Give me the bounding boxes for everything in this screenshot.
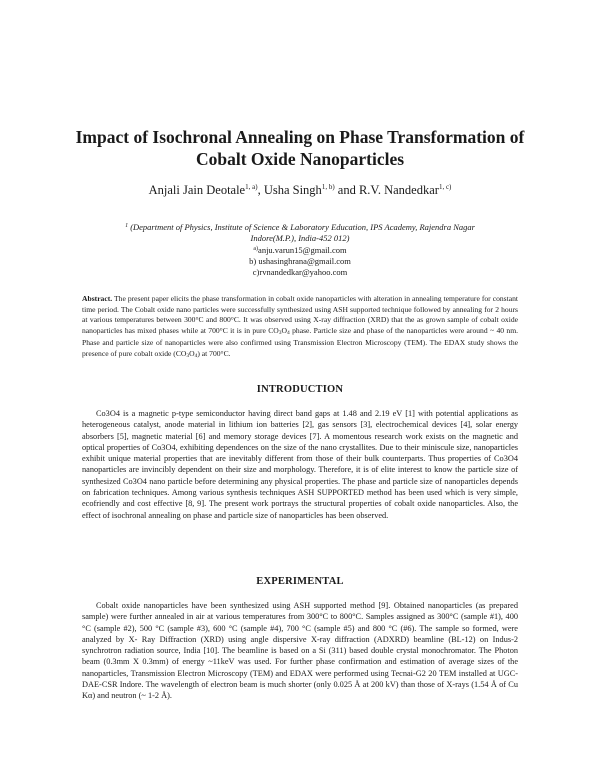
email-b: b) ushasinghrana@gmail.com — [249, 256, 351, 266]
author-list — [40, 183, 560, 198]
introduction-body — [82, 408, 518, 521]
author-3-affil: 1, c) — [438, 183, 452, 191]
abstract — [82, 294, 518, 362]
email-a-address: anju.varun15@gmail.com — [258, 245, 347, 255]
abstract-sub-4: 4 — [194, 352, 198, 359]
abstract-label: Abstract. — [82, 294, 113, 303]
email-c: c)rvnandedkar@yahoo.com — [252, 267, 348, 277]
abstract-text-1: The present paper elicits the phase transformation in cobalt oxide nanoparticles with alteration in annealing temperature for constant time period. The Cobalt oxide nano particles were successfully synthesized using ASH supported technique followed by annealing for 2 hours at various temperatures between 300°C and 800°C. It was observed using X-ray diffraction (XRD) that the as grown sample of cobalt oxide nanoparticles has mixed phases while at 700°C it is in pure CO — [82, 294, 518, 335]
email-a — [100, 244, 500, 256]
author-3: R.V. Nandedkar — [358, 183, 439, 197]
paper-title — [40, 126, 560, 170]
affiliation-marker: 1 — [125, 223, 129, 229]
affiliation-line-2: Indore(M.P.), India-452 012) — [250, 233, 350, 243]
author-1: Anjali Jain Deotale — [148, 183, 246, 197]
introduction-paragraph: Co3O4 is a magnetic p-type semiconductor having direct band gaps at 1.48 and 2.19 eV [1] with potential applications as heterogeneous catalyst, anode material in lithium ion batteries [2], gas sensors [3], electrochemical devices [4], solar energy absorbers [5], magnetic material [6] and memory storage devices [7]. A momentous research work exists on the magnetic and optical properties of Co3O4, exhibiting dependences on the size of the nano crystallites. Due to their miniscule size, nanoparticles exhibit unique material properties that are inevitably different from those of their bulk counterparts. Thus properties of Co3O4 nanoparticles are invincibly dependent on their size and morphology. Therefore, it is of elite interest to know the particle size of synthesized Co3O4 nano particle before determining any physical properties. The phase and particle size of nanoparticles depends on fabrication techniques. Among various synthesis techniques ASH SUPPORTED method has been used which is very simple, ecofriendly and cost effective [8, 9]. The present work portrays the structural properties of cobalt oxide nanoparticles. Also, the effect of isochronal annealing on phase and particle size of nanoparticles has been observed. — [82, 409, 518, 520]
email-a-marker: a) — [253, 246, 259, 252]
affiliation-text-1: (Department of Physics, Institute of Science & Laboratory Education, IPS Academy, Rajendra Nagar — [128, 222, 475, 232]
experimental-heading: EXPERIMENTAL — [256, 576, 344, 587]
introduction-heading: INTRODUCTION — [256, 384, 344, 395]
author-2: Usha Singh — [263, 183, 322, 197]
experimental-body — [82, 600, 518, 702]
affiliation-line-1 — [100, 221, 500, 233]
abstract-text-3: phase. Particle size and phase of the nanoparticles were around ~ 40 nm. Phase and particle size of nanoparticles were also confirmed using Transmission Electron Microscopy (TEM). The EDAX study shows the presence of pure cobalt oxide (CO — [82, 325, 518, 358]
author-separator-1: , — [257, 183, 264, 197]
author-2-affil: 1, b) — [321, 183, 335, 191]
title-line-2: Cobalt Oxide Nanoparticles — [195, 149, 405, 169]
abstract-text-2: O — [281, 325, 288, 335]
abstract-text-4: O — [189, 348, 195, 358]
abstract-sub-2: 4 — [287, 329, 290, 336]
title-line-1: Impact of Isochronal Annealing on Phase Transformation of — [75, 127, 525, 147]
author-separator-2: and — [334, 183, 359, 197]
author-1-affil: 1, a) — [245, 183, 258, 191]
affiliation-block — [100, 221, 500, 278]
abstract-sub-3: 3 — [186, 352, 190, 359]
experimental-paragraph: Cobalt oxide nanoparticles have been synthesized using ASH supported method [9]. Obtained nanoparticles (as prepared sample) were further annealed in air at various temperatures from 300°C to 800°C. Samples assigned as 300°C (sample #1), 400 °C (sample #2), 500 °C (sample #3), 600 °C (sample #4), 700 °C (sample #5) and 800 °C (#6). The sample so formed, were analyzed by X- Ray Diffraction (XRD) using angle dispersive X-ray diffraction (ADXRD) beamline (BL-12) on Indus-2 synchrotron radiation source, India [10]. The beamline is based on a Si (311) based double crystal monochromator. The Photon beam (0.3mm X 0.3mm) of energy ~11keV was used. For further phase confirmation and estimation of average sizes of the nanoparticles, Transmission Electron Microscopy (TEM) and EDAX were performed using Tecnai-G2 20 TEM installed at UGC-DAE-CSR Indore. The wavelength of electron beam is much shorter (only 0.025 Å at 200 kV) than those of X-rays (1.54 Å of Cu Kα) and neutron (~ 1-2 Å). — [82, 601, 518, 701]
abstract-text-5: ) at 700°C. — [197, 348, 231, 358]
abstract-sub-1: 3 — [278, 329, 282, 336]
